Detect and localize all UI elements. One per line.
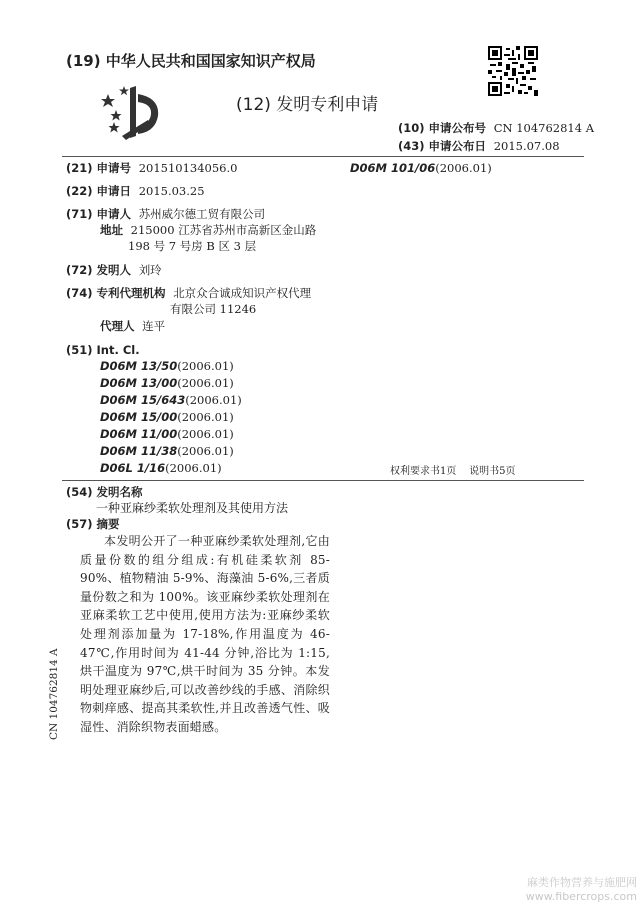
inventor: 刘玲: [138, 263, 162, 277]
applicant: 苏州威尔德工贸有限公司: [138, 207, 266, 221]
ipc-version: (2006.01): [185, 393, 242, 407]
ipc-version: (2006.01): [177, 359, 234, 373]
ipc-code: D06M 15/00: [100, 410, 178, 424]
address-line-1: 215000 江苏省苏州市高新区金山路: [130, 223, 317, 237]
section-rule: [62, 480, 584, 481]
application-date: 2015.03.25: [138, 184, 205, 198]
ipc-version: (2006.01): [165, 461, 222, 475]
ipc-main-version: (2006.01): [435, 161, 492, 175]
ipc-code: D06M 15/643: [100, 393, 186, 407]
watermark-line-1: 麻类作物营养与施肥网: [527, 876, 637, 889]
intcl-label-text: (51) Int. Cl.: [66, 343, 140, 357]
invention-title: 一种亚麻纱柔软处理剂及其使用方法: [96, 501, 289, 515]
cnipa-logo: [100, 80, 170, 142]
publication-number: CN 104762814 A: [493, 121, 595, 135]
abstract-label-text: (57) 摘要: [66, 517, 120, 531]
address-label: 地址: [100, 223, 123, 237]
agent: 连平: [142, 319, 166, 333]
ipc-version: (2006.01): [177, 410, 234, 424]
agent-label: 代理人: [100, 319, 135, 333]
ipc-row: [100, 444, 234, 458]
side-publication-number: CN 104762814 A: [48, 648, 60, 740]
ipc-main-code: D06M 101/06: [350, 161, 436, 175]
publication-number-row: [398, 120, 594, 136]
ipc-row: [100, 410, 234, 424]
invention-title-label: [66, 484, 143, 500]
publication-date-label: (43) 申请公布日: [398, 139, 487, 153]
agency-label: (74) 专利代理机构: [66, 286, 166, 300]
inventor-label: (72) 发明人: [66, 263, 132, 277]
ipc-code: D06M 11/38: [100, 444, 178, 458]
ipc-row: [100, 359, 234, 373]
application-number-label: (21) 申请号: [66, 161, 132, 175]
abstract-text: 本发明公开了一种亚麻纱柔软处理剂,它由质量份数的组分组成:有机硅柔软剂 85-90%、植物精油 5-9%、海藻油 5-6%,三者质量份数之和为 100%。该亚麻纱柔软处理剂在亚麻柔软工艺中使用,使用方法为:亚麻纱柔软处理剂添加量为 17-18%,作用温度为 46-47℃,作用时间为 41-44 分钟,浴比为 1:15,烘干温度为 97℃,烘干时间为 35 分钟。本发明处理亚麻纱后,可以改善纱线的手感、消除织物刺痒感、提高其柔软性,并且改善透气性、吸湿性、消除织物表面蜡感。: [80, 534, 330, 734]
header-rule: [62, 156, 584, 157]
intcl-label: [66, 342, 140, 358]
publication-date: 2015.07.08: [493, 139, 560, 153]
ipc-code: D06L 1/16: [100, 461, 166, 475]
applicant-row: [66, 206, 265, 222]
application-number: 201510134056.0: [138, 161, 238, 175]
publication-date-row: [398, 138, 560, 154]
applicant-label: (71) 申请人: [66, 207, 132, 221]
ipc-code: D06M 13/50: [100, 359, 178, 373]
application-number-row: [66, 160, 237, 176]
application-date-label: (22) 申请日: [66, 184, 132, 198]
agency-line-2: 有限公司 11246: [170, 302, 257, 316]
qr-code: [488, 46, 538, 96]
abstract-label: [66, 516, 120, 532]
agency-line-1: 北京众合诚成知识产权代理: [173, 286, 312, 300]
document-type: (12) 发明专利申请: [236, 95, 379, 115]
invention-title-label-text: (54) 发明名称: [66, 485, 143, 499]
ipc-version: (2006.01): [177, 376, 234, 390]
address-row: [100, 222, 316, 238]
watermark-line-2: www.fibercrops.com: [525, 890, 637, 903]
ipc-row: [100, 393, 242, 407]
inventor-row: [66, 262, 162, 278]
ipc-code: D06M 11/00: [100, 427, 178, 441]
agency-row: [66, 285, 311, 301]
address-line-2: 198 号 7 号房 B 区 3 层: [128, 239, 257, 253]
publication-number-label: (10) 申请公布号: [398, 121, 487, 135]
agent-row: [100, 318, 165, 334]
ipc-version: (2006.01): [177, 444, 234, 458]
application-date-row: [66, 183, 205, 199]
ipc-code: D06M 13/00: [100, 376, 178, 390]
site-watermark: [526, 876, 637, 904]
ipc-version: (2006.01): [177, 427, 234, 441]
page-counts: 权利要求书1页 说明书5页: [390, 466, 516, 477]
ipc-row: [100, 376, 234, 390]
ipc-row: [100, 461, 222, 475]
ipc-main-row: [350, 160, 492, 176]
office-name: (19) 中华人民共和国国家知识产权局: [66, 52, 316, 70]
ipc-row: [100, 427, 234, 441]
